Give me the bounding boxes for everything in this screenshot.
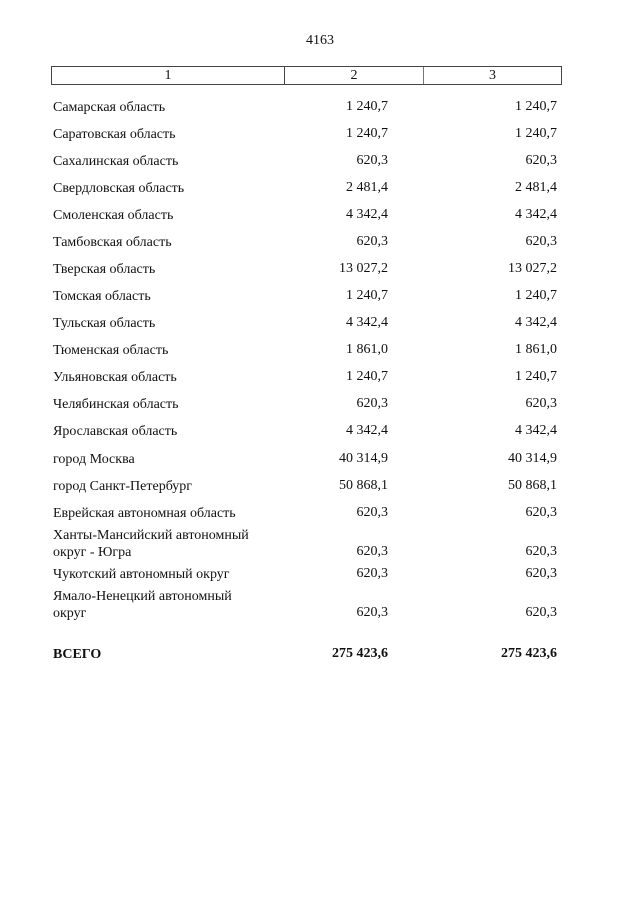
value-col-3: 13 027,2 (508, 261, 557, 276)
table-header (51, 66, 562, 85)
value-col-3: 620,3 (525, 396, 557, 411)
value-col-3: 4 342,4 (515, 207, 557, 222)
value-col-3: 620,3 (525, 153, 557, 168)
header-col-3: 3 (489, 68, 496, 83)
page-number: 4163 (306, 33, 334, 48)
region-name: Ханты-Мансийский автономный округ - Югра (53, 528, 249, 560)
region-name: Самарская область (53, 100, 166, 115)
region-name: Смоленская область (53, 208, 174, 223)
value-col-2: 620,3 (356, 396, 388, 411)
region-name: Чукотский автономный округ (53, 567, 230, 582)
value-col-3: 1 240,7 (515, 99, 557, 114)
value-col-2: 4 342,4 (346, 423, 388, 438)
value-col-2: 620,3 (356, 234, 388, 249)
region-name: Тверская область (53, 262, 156, 277)
value-col-2: 13 027,2 (339, 261, 388, 276)
value-col-2: 40 314,9 (339, 451, 388, 466)
value-col-2: 620,3 (356, 153, 388, 168)
region-name: Саратовская область (53, 127, 176, 142)
value-col-2: 1 240,7 (346, 288, 388, 303)
region-name: Еврейская автономная область (53, 506, 236, 521)
value-col-2: 1 861,0 (346, 342, 388, 357)
region-name: Челябинская область (53, 397, 179, 412)
value-col-3: 1 240,7 (515, 369, 557, 384)
value-col-3: 620,3 (525, 566, 557, 581)
region-name: Ярославская область (53, 424, 178, 439)
value-col-2: 1 240,7 (346, 99, 388, 114)
region-name: Ямало-Ненецкий автономный округ (53, 589, 232, 621)
header-col-2: 2 (285, 67, 424, 84)
region-name: Сахалинская область (53, 154, 179, 169)
region-name: Тульская область (53, 316, 156, 331)
value-col-2: 1 240,7 (346, 126, 388, 141)
region-name: город Москва (53, 452, 135, 467)
region-name: Свердловская область (53, 181, 185, 196)
total-col-3: 275 423,6 (501, 646, 557, 661)
value-col-2: 620,3 (356, 605, 388, 620)
value-col-3: 620,3 (525, 544, 557, 559)
value-col-3: 1 240,7 (515, 126, 557, 141)
value-col-2: 2 481,4 (346, 180, 388, 195)
value-col-3: 50 868,1 (508, 478, 557, 493)
value-col-2: 4 342,4 (346, 315, 388, 330)
value-col-2: 620,3 (356, 505, 388, 520)
region-name: Тамбовская область (53, 235, 172, 250)
total-col-2: 275 423,6 (332, 646, 388, 661)
total-label: ВСЕГО (53, 647, 102, 662)
value-col-2: 50 868,1 (339, 478, 388, 493)
value-col-2: 4 342,4 (346, 207, 388, 222)
value-col-3: 40 314,9 (508, 451, 557, 466)
value-col-2: 620,3 (356, 544, 388, 559)
value-col-3: 620,3 (525, 505, 557, 520)
region-name: Ульяновская область (53, 370, 177, 385)
value-col-3: 620,3 (525, 234, 557, 249)
value-col-3: 2 481,4 (515, 180, 557, 195)
region-name: город Санкт-Петербург (53, 479, 193, 494)
value-col-2: 620,3 (356, 566, 388, 581)
value-col-2: 1 240,7 (346, 369, 388, 384)
value-col-3: 1 240,7 (515, 288, 557, 303)
region-name: Томская область (53, 289, 151, 304)
region-name: Тюменская область (53, 343, 169, 358)
value-col-3: 620,3 (525, 605, 557, 620)
value-col-3: 4 342,4 (515, 423, 557, 438)
value-col-3: 4 342,4 (515, 315, 557, 330)
value-col-3: 1 861,0 (515, 342, 557, 357)
header-col-1: 1 (52, 67, 285, 84)
